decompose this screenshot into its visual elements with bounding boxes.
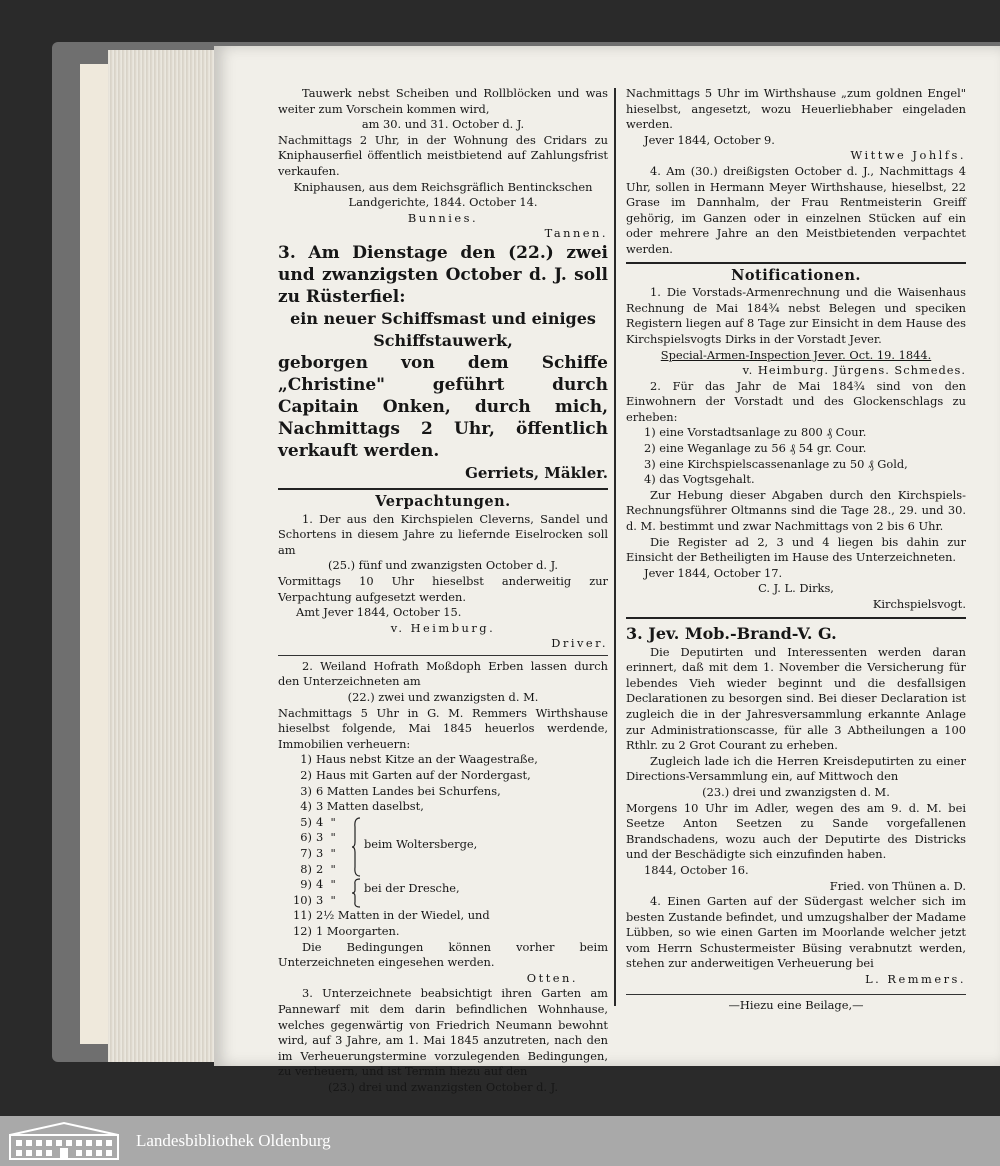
- list-item: 5) 4 ": [300, 814, 336, 829]
- text-block: (25.) fünf und zwanzigsten October d. J.: [328, 558, 558, 573]
- signature: Tannen.: [544, 226, 608, 241]
- list-item: 6) 3 ": [300, 830, 336, 845]
- signature: v. Heimburg.: [390, 620, 496, 635]
- section-rule: [278, 488, 608, 490]
- text-block: 3. Unterzeichnete beabsichtigt ihren Garten am Pannewarf mit dem darin befindlichen Wohnhause, welches gegenwärtig von Friedrich Neumann bewohnt wird, auf 3 Jahre, am 1. Mai 1845 anzutreten, nach den im Verheuerungstermine vorzulegenden Bedingungen, zu verheuern, und ist Termin hiezu auf den: [278, 986, 608, 1079]
- brace-label: beim Woltersberge,: [364, 836, 478, 851]
- text-block: 4. Einen Garten auf der Südergast welcher sich im besten Zustande befindet, und umzugshalber der Madame Lübben, so wie einen Garten im Moorlande welcher jetzt vom Herrn Schustermeister Büsing verabnutzt werden, stehen zur anderweitigen Verheuerung bei: [626, 894, 966, 971]
- brace-icon: [352, 878, 362, 908]
- text-block: (23.) drei und zwanzigsten October d. J.: [328, 1079, 558, 1094]
- section-rule: [626, 617, 966, 619]
- library-logo-icon: [6, 1121, 122, 1161]
- text-block: 2. Für das Jahr de Mai 184¾ sind von den Einwohnern der Vorstadt und des Glockenschlags zu erheben:: [626, 378, 966, 424]
- ad-text-large: ein neuer Schiffsmast und einiges Schiffstauwerk,: [290, 308, 596, 350]
- text-block: (23.) drei und zwanzigsten d. M.: [702, 784, 890, 799]
- text-block: 2. Weiland Hofrath Moßdoph Erben lassen durch den Unterzeichneten am: [278, 658, 608, 689]
- list-item: 2) Haus mit Garten auf der Nordergast,: [300, 768, 531, 783]
- text-block: 1. Der aus den Kirchspielen Cleverns, Sandel und Schortens in diesem Jahre zu liefernde Eiselrocken soll am: [278, 511, 608, 557]
- list-item: 4) 3 Matten daselbst,: [300, 799, 424, 814]
- signature: Fried. von Thünen a. D.: [829, 878, 966, 893]
- text-block: am 30. und 31. October d. J.: [361, 117, 525, 132]
- ad-text-large: geborgen von dem Schiffe „Christine" geführt durch Capitain Onken, durch mich, Nachmittags 2 Uhr, öffentlich verkauft werden.: [278, 352, 608, 461]
- signature: C. J. L. Dirks,: [758, 581, 834, 596]
- footer-bar: [0, 1116, 1000, 1166]
- list-item: 1) Haus nebst Kitze an der Waagestraße,: [300, 752, 538, 767]
- signature: v. Heimburg. Jürgens. Schmedes.: [742, 363, 966, 378]
- text-block: Jever 1844, October 9.: [644, 132, 775, 147]
- text-block: Die Bedingungen können vorher beim Unterzeichneten eingesehen werden.: [278, 939, 608, 970]
- list-item: 1) eine Vorstadtsanlage zu 800 ₰ Cour.: [644, 425, 867, 440]
- list-item: 7) 3 ": [300, 846, 336, 860]
- column-divider: [614, 88, 616, 1006]
- text-block: 4. Am (30.) dreißigsten October d. J., Nachmittags 4 Uhr, sollen in Hermann Meyer Wirthshause, hieselbst, 22 Grase im Dannhalm, der Frau Rentmeisterin Greiff gehörig, im Ganzen oder in einzelnen Stücken auf ein oder mehrere Jahre an den Meistbietenden verpachtet werden.: [626, 163, 966, 256]
- entry-rule: [278, 655, 608, 656]
- text-block: Die Deputirten und Interessenten werden daran erinnert, daß mit dem 1. November die Versicherung für lebendes Vieh wieder beginnt und die desfallsigen Declarationen zu besorgen sind. Bei dieser Declaration ist zugleich die in der Jahresversammlung erkannte Anlage zur Administrationscasse, für alle 3 Abtheilungen a 100 Rthlr. zu 2 Grot Courant zu erheben.: [626, 644, 966, 753]
- left-column: [278, 86, 608, 1096]
- text-block: Amt Jever 1844, October 15.: [296, 605, 462, 620]
- entry-rule: [626, 994, 966, 995]
- levy-list: [626, 425, 966, 487]
- supplement-note: —Hiezu eine Beilage,—: [728, 997, 864, 1012]
- text-block: Kniphausen, aus dem Reichsgräflich Bentinckschen Landgerichte, 1844. October 14.: [293, 179, 593, 210]
- text-block: Nachmittags 5 Uhr in G. M. Remmers Wirthshause hieselbst folgende, Mai 1845 heuerlos werdende, Immobilien verheuern:: [278, 705, 608, 751]
- text-block: Die Register ad 2, 3 und 4 liegen bis dahin zur Einsicht der Betheiligten im Hause des Unterzeichneten.: [626, 534, 966, 565]
- text-block: Zugleich lade ich die Herren Kreisdeputirten zu einer Directions-Versammlung ein, auf Mittwoch den: [626, 753, 966, 784]
- signature: Bunnies.: [407, 210, 479, 225]
- signature: Otten.: [526, 970, 578, 985]
- text-block: Nachmittags 5 Uhr im Wirthshause „zum goldnen Engel" hieselbst, angesetzt, wozu Heuerliebhaber eingeladen werden.: [626, 86, 966, 132]
- list-item: 4) das Vogtsgehalt.: [644, 472, 755, 487]
- text-block: Special-Armen-Inspection Jever. Oct. 19. 1844.: [660, 347, 932, 362]
- list-item: 12) 1 Moorgarten.: [293, 923, 400, 938]
- list-item: 10) 3 ": [293, 892, 336, 907]
- list-item: 3) eine Kirchspielscassenanlage zu 50 ₰ Gold,: [644, 456, 908, 471]
- brace-icon: [352, 817, 362, 877]
- brace-group: [278, 815, 608, 877]
- text-block: Nachmittags 2 Uhr, in der Wohnung des Cridars zu Kniphauserfiel öffentlich meistbietend auf Zahlungsfrist verkaufen.: [278, 132, 608, 178]
- text-block: Zur Hebung dieser Abgaben durch den Kirchspiels-Rechnungsführer Oltmanns sind die Tage 28., 29. und 30. d. M. bestimmt und zwar Nachmittags von 2 bis 6 Uhr.: [626, 487, 966, 534]
- right-column: [626, 86, 966, 1013]
- library-name: Landesbibliothek Oldenburg: [136, 1131, 331, 1150]
- list-item: 3) 6 Matten Landes bei Schurfens,: [300, 783, 501, 798]
- section-heading: Notificationen.: [731, 266, 861, 284]
- section-heading: Verpachtungen.: [375, 492, 511, 510]
- signature: Driver.: [551, 636, 608, 651]
- text-block: 1. Die Vorstads-Armenrechnung und die Waisenhaus Rechnung de Mai 184¾ nebst Belegen und speciken Registern liegen auf 8 Tage zur Einsicht in dem Hause des Kirchspielsvogts Dirks in der Vorstadt Jever.: [626, 285, 966, 346]
- signature: L. Remmers.: [865, 972, 966, 987]
- ad-signature: Gerriets, Mäkler.: [465, 463, 608, 482]
- signature: Wittwe Johlfs.: [850, 148, 966, 163]
- section-heading: 3. Jev. Mob.-Brand-V. G.: [626, 623, 837, 643]
- list-item: 11) 2½ Matten in der Wiedel, und: [293, 908, 490, 923]
- brace-group: [278, 877, 608, 908]
- immobilien-list: [278, 752, 608, 939]
- text-block: Tauwerk nebst Scheiben und Rollblöcken und was weiter zum Vorschein kommen wird,: [278, 86, 608, 116]
- page-edges: [108, 50, 216, 1062]
- cover-inner: [80, 64, 110, 1044]
- list-item: 2) eine Weganlage zu 56 ₰ 54 gr. Cour.: [644, 441, 867, 456]
- text-block: Jever 1844, October 17.: [644, 565, 783, 580]
- text-block: Vormittags 10 Uhr hieselbst anderweitig zur Verpachtung aufgesetzt werden.: [278, 573, 608, 604]
- signature: Kirchspielsvogt.: [872, 597, 966, 611]
- text-block: 1844, October 16.: [644, 862, 749, 877]
- brace-label: bei der Dresche,: [364, 881, 460, 896]
- ad-text-large: 3. Am Dienstage den (22.) zwei und zwanzigsten October d. J. soll zu Rüsterfiel:: [278, 242, 608, 307]
- text-block: (22.) zwei und zwanzigsten d. M.: [347, 690, 539, 705]
- text-block: Morgens 10 Uhr im Adler, wegen des am 9. d. M. bei Seetze Anton Seetzen zu Sande vorgefallenen Brandschadens, wozu auch der Deputirte des Districks und der Beschädigte sich einzufinden haben.: [626, 800, 966, 862]
- section-rule: [626, 262, 966, 264]
- list-item: 8) 2 ": [300, 861, 336, 876]
- list-item: 9) 4 ": [300, 877, 336, 892]
